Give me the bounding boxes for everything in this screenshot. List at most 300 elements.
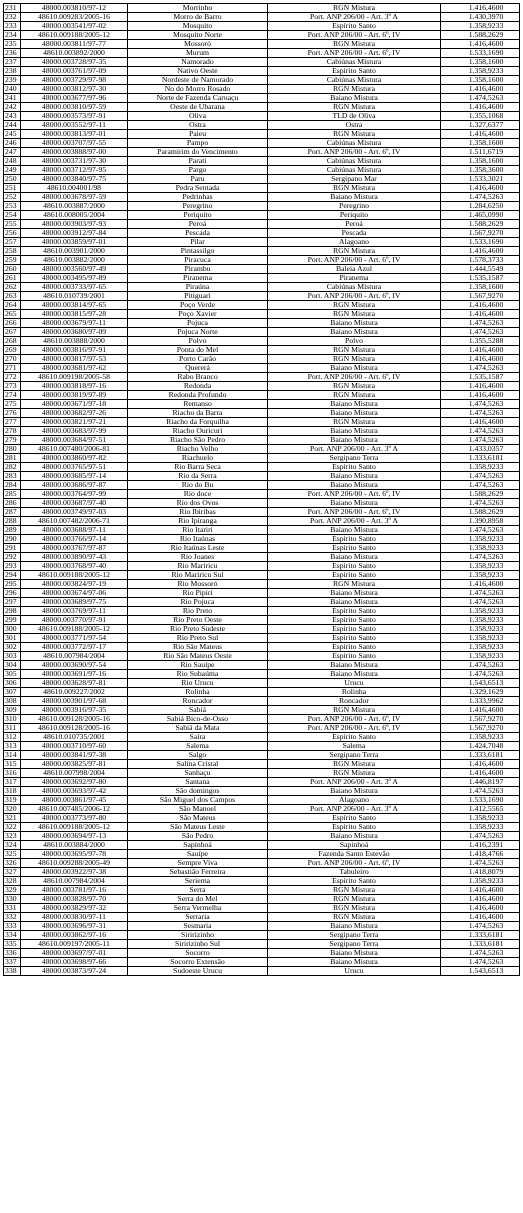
reference-crude-cell: RGN Mistura: [268, 760, 441, 769]
row-number-cell: 243: [4, 112, 21, 121]
table-row: [4, 589, 520, 598]
row-number-cell: 331: [4, 904, 21, 913]
reference-crude-cell: Sapinhoá: [268, 841, 441, 850]
row-number-cell: 320: [4, 805, 21, 814]
process-number-cell: 48000.003901/97-68: [21, 697, 128, 706]
process-number-cell: 48000.003552/97-11: [21, 121, 128, 130]
field-name-cell: Sabiá da Mata: [128, 724, 268, 733]
row-number-cell: 272: [4, 373, 21, 382]
row-number-cell: 279: [4, 436, 21, 445]
price-value-cell: 1.474,5263: [441, 598, 520, 607]
field-name-cell: Rio Preto Sul: [128, 634, 268, 643]
price-value-cell: 1.416,4600: [441, 391, 520, 400]
process-number-cell: 48610.009188/2005-12: [21, 571, 128, 580]
process-number-cell: 48610.009227/2002: [21, 688, 128, 697]
table-row: [4, 625, 520, 634]
reference-crude-cell: Espírito Santo: [268, 544, 441, 553]
field-name-cell: Pilar: [128, 238, 268, 247]
reference-crude-cell: TLD de Oliva: [268, 112, 441, 121]
reference-crude-cell: Baiano Mistura: [268, 328, 441, 337]
row-number-cell: 236: [4, 49, 21, 58]
process-number-cell: 48000.003815/97-28: [21, 310, 128, 319]
reference-crude-cell: RGN Mistura: [268, 895, 441, 904]
row-number-cell: 329: [4, 886, 21, 895]
field-name-cell: Socorro Extensão: [128, 958, 268, 967]
row-number-cell: 317: [4, 778, 21, 787]
price-value-cell: 1.358,9233: [441, 571, 520, 580]
price-value-cell: 1.358,9233: [441, 733, 520, 742]
process-number-cell: 48610.008005/2004: [21, 211, 128, 220]
field-name-cell: Rio Pipiri: [128, 589, 268, 598]
reference-crude-cell: Piranema: [268, 274, 441, 283]
price-value-cell: 1.474,5263: [441, 499, 520, 508]
table-row: [4, 841, 520, 850]
reference-crude-cell: Espírito Santo: [268, 877, 441, 886]
table-row: [4, 112, 520, 121]
row-number-cell: 258: [4, 247, 21, 256]
field-name-cell: Rio Ibiribas: [128, 508, 268, 517]
field-name-cell: Sempre Viva: [128, 859, 268, 868]
table-row: [4, 445, 520, 454]
price-value-cell: 1.416,4600: [441, 310, 520, 319]
table-row: [4, 229, 520, 238]
table-row: [4, 13, 520, 22]
row-number-cell: 289: [4, 526, 21, 535]
reference-crude-cell: Baiano Mistura: [268, 526, 441, 535]
reference-crude-cell: Port. ANP 206/00 - Art. 6º, IV: [268, 859, 441, 868]
process-number-cell: 48610.007984/2004: [21, 652, 128, 661]
reference-crude-cell: Cabiúnas Mistura: [268, 58, 441, 67]
table-row: [4, 715, 520, 724]
process-number-cell: 48000.003812/97-30: [21, 85, 128, 94]
field-name-cell: Riacho Ouricuri: [128, 427, 268, 436]
reference-crude-cell: Baiano Mistura: [268, 589, 441, 598]
reference-crude-cell: Sergipano Terra: [268, 931, 441, 940]
reference-crude-cell: Port. ANP 206/00 - Art. 6º, IV: [268, 508, 441, 517]
reference-crude-cell: RGN Mistura: [268, 913, 441, 922]
table-row: [4, 292, 520, 301]
price-value-cell: 1.430,3970: [441, 13, 520, 22]
row-number-cell: 278: [4, 427, 21, 436]
price-value-cell: 1.511,6719: [441, 148, 520, 157]
price-value-cell: 1.474,5263: [441, 472, 520, 481]
field-name-cell: Sabiá Bico-de-Osso: [128, 715, 268, 724]
price-value-cell: 1.412,5565: [441, 805, 520, 814]
reference-crude-cell: Baiano Mistura: [268, 481, 441, 490]
price-value-cell: 1.355,1068: [441, 112, 520, 121]
reference-crude-cell: RGN Mistura: [268, 301, 441, 310]
price-value-cell: 1.333,6181: [441, 751, 520, 760]
table-row: [4, 571, 520, 580]
field-name-cell: Siririzinho: [128, 931, 268, 940]
reference-crude-cell: Port. ANP 206/00 - Art. 6º, IV: [268, 715, 441, 724]
table-row: [4, 562, 520, 571]
reference-crude-cell: Espírito Santo: [268, 22, 441, 31]
field-name-cell: Rio São Mateus: [128, 643, 268, 652]
field-name-cell: Riacho São Pedro: [128, 436, 268, 445]
row-number-cell: 251: [4, 184, 21, 193]
process-number-cell: 48000.003560/97-49: [21, 265, 128, 274]
reference-crude-cell: RGN Mistura: [268, 580, 441, 589]
reference-crude-cell: Baiano Mistura: [268, 598, 441, 607]
price-value-cell: 1.474,5263: [441, 670, 520, 679]
row-number-cell: 313: [4, 742, 21, 751]
field-name-cell: Riachuelo: [128, 454, 268, 463]
row-number-cell: 231: [4, 4, 21, 13]
price-value-cell: 1.474,5263: [441, 409, 520, 418]
price-value-cell: 1.416,4600: [441, 895, 520, 904]
table-row: [4, 58, 520, 67]
process-number-cell: 48000.003681/97-62: [21, 364, 128, 373]
price-value-cell: 1.416,4600: [441, 103, 520, 112]
reference-crude-cell: RGN Mistura: [268, 382, 441, 391]
process-number-cell: 48000.003841/97-38: [21, 751, 128, 760]
price-value-cell: 1.543,6513: [441, 967, 520, 976]
price-value-cell: 1.416,4600: [441, 769, 520, 778]
table-row: [4, 409, 520, 418]
price-value-cell: 1.474,5263: [441, 922, 520, 931]
process-number-cell: 48000.003764/97-99: [21, 490, 128, 499]
row-number-cell: 321: [4, 814, 21, 823]
field-name-cell: Riacho da Barra: [128, 409, 268, 418]
field-name-cell: Rio Preto Sudeste: [128, 625, 268, 634]
table-row: [4, 337, 520, 346]
reference-crude-cell: RGN Mistura: [268, 184, 441, 193]
price-value-cell: 1.543,6513: [441, 679, 520, 688]
row-number-cell: 291: [4, 544, 21, 553]
table-row: [4, 904, 520, 913]
process-number-cell: 48000.003693/97-42: [21, 787, 128, 796]
price-value-cell: 1.567,9270: [441, 715, 520, 724]
field-name-cell: Oeste de Ubarana: [128, 103, 268, 112]
table-row: [4, 166, 520, 175]
price-value-cell: 1.358,1600: [441, 283, 520, 292]
process-number-cell: 48000.003684/97-51: [21, 436, 128, 445]
price-value-cell: 1.446,8197: [441, 778, 520, 787]
table-row: [4, 796, 520, 805]
process-number-cell: 48000.003687/97-40: [21, 499, 128, 508]
table-row: [4, 328, 520, 337]
price-value-cell: 1.474,5263: [441, 94, 520, 103]
row-number-cell: 296: [4, 589, 21, 598]
reference-crude-cell: RGN Mistura: [268, 247, 441, 256]
reference-crude-cell: Sergipano Terra: [268, 940, 441, 949]
process-number-cell: 48000.003860/97-82: [21, 454, 128, 463]
reference-crude-cell: Peroá: [268, 220, 441, 229]
reference-crude-cell: Sergipano Terra: [268, 751, 441, 760]
price-value-cell: 1.416,4600: [441, 4, 520, 13]
process-number-cell: 48000.003859/97-01: [21, 238, 128, 247]
price-value-cell: 1.535,1587: [441, 373, 520, 382]
reference-crude-cell: Baiano Mistura: [268, 922, 441, 931]
table-row: [4, 319, 520, 328]
process-number-cell: 48000.003697/97-01: [21, 949, 128, 958]
reference-crude-cell: Alagoano: [268, 796, 441, 805]
price-value-cell: 1.358,9233: [441, 625, 520, 634]
field-name-cell: Rio Itaúnas Leste: [128, 544, 268, 553]
field-name-cell: Peregrino: [128, 202, 268, 211]
process-number-cell: 48000.003922/97-38: [21, 868, 128, 877]
reference-crude-cell: Port. ANP 206/00 - Art. 6º, IV: [268, 373, 441, 382]
field-name-cell: Roncador: [128, 697, 268, 706]
process-number-cell: 48000.003830/97-11: [21, 913, 128, 922]
table-row: [4, 373, 520, 382]
field-name-cell: Mosquito: [128, 22, 268, 31]
row-number-cell: 333: [4, 922, 21, 931]
row-number-cell: 293: [4, 562, 21, 571]
process-number-cell: 48610.007480/2006-81: [21, 445, 128, 454]
process-number-cell: 48000.003817/97-53: [21, 355, 128, 364]
reference-crude-cell: Roncador: [268, 697, 441, 706]
row-number-cell: 319: [4, 796, 21, 805]
price-value-cell: 1.416,4600: [441, 40, 520, 49]
reference-crude-cell: Port. ANP 206/00 - Art. 3º A: [268, 13, 441, 22]
field-name-cell: Rio doce: [128, 490, 268, 499]
table-row: [4, 769, 520, 778]
process-number-cell: 48000.003772/97-17: [21, 643, 128, 652]
price-value-cell: 1.533,1690: [441, 796, 520, 805]
reference-crude-cell: Port. ANP 206/00 - Art. 3º A: [268, 805, 441, 814]
table-row: [4, 22, 520, 31]
field-name-cell: Rio do Bu: [128, 481, 268, 490]
row-number-cell: 232: [4, 13, 21, 22]
row-number-cell: 250: [4, 175, 21, 184]
table-row: [4, 76, 520, 85]
reference-crude-cell: Peregrino: [268, 202, 441, 211]
table-row: [4, 301, 520, 310]
field-name-cell: Poço Xavier: [128, 310, 268, 319]
process-number-cell: 48610.010735/2001: [21, 733, 128, 742]
table-row: [4, 607, 520, 616]
reference-crude-cell: Port. ANP 206/00 - Art. 6º, IV: [268, 490, 441, 499]
field-name-cell: Piraúna: [128, 283, 268, 292]
process-number-cell: 48000.003733/97-65: [21, 283, 128, 292]
price-value-cell: 1.474,5263: [441, 319, 520, 328]
field-name-cell: Pargo: [128, 166, 268, 175]
row-number-cell: 267: [4, 328, 21, 337]
reference-crude-cell: RGN Mistura: [268, 130, 441, 139]
process-number-cell: 48000.003698/97-66: [21, 958, 128, 967]
table-row: [4, 220, 520, 229]
row-number-cell: 246: [4, 139, 21, 148]
price-value-cell: 1.465,0990: [441, 211, 520, 220]
reference-crude-cell: Espírito Santo: [268, 634, 441, 643]
reference-crude-cell: Baiano Mistura: [268, 436, 441, 445]
reference-crude-cell: Espírito Santo: [268, 535, 441, 544]
field-name-cell: Namorado: [128, 58, 268, 67]
price-value-cell: 1.533,1690: [441, 238, 520, 247]
row-number-cell: 286: [4, 499, 21, 508]
reference-crude-cell: Baiano Mistura: [268, 553, 441, 562]
field-name-cell: São Mateus Leste: [128, 823, 268, 832]
row-number-cell: 310: [4, 715, 21, 724]
price-value-cell: 1.358,9233: [441, 562, 520, 571]
field-name-cell: Mosquito Norte: [128, 31, 268, 40]
field-name-cell: São Manoel: [128, 805, 268, 814]
process-number-cell: 48000.003678/97-59: [21, 193, 128, 202]
price-value-cell: 1.416,2391: [441, 841, 520, 850]
row-number-cell: 256: [4, 229, 21, 238]
process-number-cell: 48000.003912/97-84: [21, 229, 128, 238]
price-value-cell: 1.474,5263: [441, 436, 520, 445]
reference-crude-cell: RGN Mistura: [268, 346, 441, 355]
row-number-cell: 318: [4, 787, 21, 796]
reference-crude-cell: Espírito Santo: [268, 616, 441, 625]
field-name-cell: São Mateus: [128, 814, 268, 823]
table-row: [4, 346, 520, 355]
reference-crude-cell: RGN Mistura: [268, 85, 441, 94]
price-value-cell: 1.358,9233: [441, 643, 520, 652]
field-name-cell: Rio Pojuca: [128, 598, 268, 607]
field-name-cell: Serraria: [128, 913, 268, 922]
price-value-cell: 1.416,4600: [441, 247, 520, 256]
price-value-cell: 1.358,9233: [441, 67, 520, 76]
reference-crude-cell: Espírito Santo: [268, 463, 441, 472]
process-number-cell: 48000.003674/97-06: [21, 589, 128, 598]
field-name-cell: Pirambu: [128, 265, 268, 274]
price-value-cell: 1.474,5263: [441, 193, 520, 202]
reference-crude-cell: Baiano Mistura: [268, 427, 441, 436]
process-number-cell: 48610.009288/2005-49: [21, 859, 128, 868]
row-number-cell: 242: [4, 103, 21, 112]
row-number-cell: 239: [4, 76, 21, 85]
row-number-cell: 324: [4, 841, 21, 850]
field-name-cell: Pojuca: [128, 319, 268, 328]
row-number-cell: 325: [4, 850, 21, 859]
price-value-cell: 1.433,0357: [441, 445, 520, 454]
reference-crude-cell: Port. ANP 206/00 - Art. 6º, IV: [268, 292, 441, 301]
row-number-cell: 275: [4, 400, 21, 409]
row-number-cell: 295: [4, 580, 21, 589]
row-number-cell: 285: [4, 490, 21, 499]
table-row: [4, 202, 520, 211]
table-row: [4, 94, 520, 103]
row-number-cell: 254: [4, 211, 21, 220]
table-row: [4, 958, 520, 967]
price-value-cell: 1.588,2629: [441, 31, 520, 40]
table-row: [4, 193, 520, 202]
process-number-cell: 48000.003692/97-80: [21, 778, 128, 787]
process-number-cell: 48000.003671/97-18: [21, 400, 128, 409]
price-value-cell: 1.358,9233: [441, 823, 520, 832]
table-row: [4, 157, 520, 166]
table-row: [4, 148, 520, 157]
row-number-cell: 306: [4, 679, 21, 688]
process-number-cell: 48610.003892/2000: [21, 49, 128, 58]
process-number-cell: 48000.003683/97-99: [21, 427, 128, 436]
field-name-cell: Rabo Branco: [128, 373, 268, 382]
reference-crude-cell: Rolinha: [268, 688, 441, 697]
price-value-cell: 1.390,8958: [441, 517, 520, 526]
table-row: [4, 256, 520, 265]
table-row: [4, 751, 520, 760]
reference-crude-cell: Port. ANP 206/00 - Art. 3º A: [268, 778, 441, 787]
field-name-cell: Seriema: [128, 877, 268, 886]
reference-crude-cell: Espírito Santo: [268, 733, 441, 742]
row-number-cell: 298: [4, 607, 21, 616]
field-name-cell: Rio Mariricu: [128, 562, 268, 571]
price-value-cell: 1.416,4600: [441, 580, 520, 589]
price-value-cell: 1.424,7048: [441, 742, 520, 751]
field-name-cell: Serra Vermelha: [128, 904, 268, 913]
field-name-cell: Nordeste de Namorado: [128, 76, 268, 85]
reference-crude-cell: Port. ANP 206/00 - Art. 6º, IV: [268, 31, 441, 40]
process-number-cell: 48000.003728/97-35: [21, 58, 128, 67]
row-number-cell: 327: [4, 868, 21, 877]
row-number-cell: 338: [4, 967, 21, 976]
table-row: [4, 130, 520, 139]
process-number-cell: 48610.009197/2005-11: [21, 940, 128, 949]
field-name-cell: Riacho da Forquilha: [128, 418, 268, 427]
field-name-cell: Sanhaçu: [128, 769, 268, 778]
field-name-cell: Sebastião Ferreira: [128, 868, 268, 877]
table-row: [4, 85, 520, 94]
row-number-cell: 257: [4, 238, 21, 247]
field-name-cell: Remanso: [128, 400, 268, 409]
field-name-cell: Pedrinhas: [128, 193, 268, 202]
row-number-cell: 273: [4, 382, 21, 391]
table-row: [4, 652, 520, 661]
table-row: [4, 535, 520, 544]
row-number-cell: 235: [4, 40, 21, 49]
price-value-cell: 1.567,9270: [441, 229, 520, 238]
table-row: [4, 283, 520, 292]
price-value-cell: 1.327,6377: [441, 121, 520, 130]
process-number-cell: 48610.009188/2005-12: [21, 31, 128, 40]
table-row: [4, 967, 520, 976]
price-value-cell: 1.474,5263: [441, 589, 520, 598]
price-value-cell: 1.474,5263: [441, 427, 520, 436]
table-row: [4, 265, 520, 274]
process-number-cell: 48000.003773/97-80: [21, 814, 128, 823]
price-value-cell: 1.358,9233: [441, 22, 520, 31]
price-value-cell: 1.416,4600: [441, 913, 520, 922]
table-row: [4, 859, 520, 868]
field-name-cell: Rio Itariri: [128, 526, 268, 535]
row-number-cell: 301: [4, 634, 21, 643]
row-number-cell: 266: [4, 319, 21, 328]
price-value-cell: 1.416,4600: [441, 85, 520, 94]
row-number-cell: 292: [4, 553, 21, 562]
process-number-cell: 48000.003810/97-12: [21, 4, 128, 13]
reference-crude-cell: Pescada: [268, 229, 441, 238]
process-number-cell: 48610.003882/2000: [21, 256, 128, 265]
field-name-cell: Sesmaria: [128, 922, 268, 931]
process-number-cell: 48610.009188/2005-12: [21, 823, 128, 832]
field-name-cell: Pojuca Norte: [128, 328, 268, 337]
process-number-cell: 48610.007984/2004: [21, 877, 128, 886]
reference-crude-cell: Baiano Mistura: [268, 832, 441, 841]
process-number-cell: 48610.010739/2001: [21, 292, 128, 301]
row-number-cell: 294: [4, 571, 21, 580]
reference-crude-cell: Baleia Azul: [268, 265, 441, 274]
row-number-cell: 255: [4, 220, 21, 229]
field-name-cell: Pescada: [128, 229, 268, 238]
process-number-cell: 48610.009198/2005-58: [21, 373, 128, 382]
process-number-cell: 48000.003729/97-98: [21, 76, 128, 85]
reference-crude-cell: RGN Mistura: [268, 904, 441, 913]
table-row: [4, 823, 520, 832]
table-row: [4, 49, 520, 58]
field-name-cell: Rio Urucu: [128, 679, 268, 688]
process-number-cell: 48000.003694/97-13: [21, 832, 128, 841]
table-row: [4, 805, 520, 814]
field-name-cell: Rio Sauípe: [128, 661, 268, 670]
price-value-cell: 1.358,1600: [441, 157, 520, 166]
price-value-cell: 1.418,4766: [441, 850, 520, 859]
table-row: [4, 517, 520, 526]
row-number-cell: 290: [4, 535, 21, 544]
